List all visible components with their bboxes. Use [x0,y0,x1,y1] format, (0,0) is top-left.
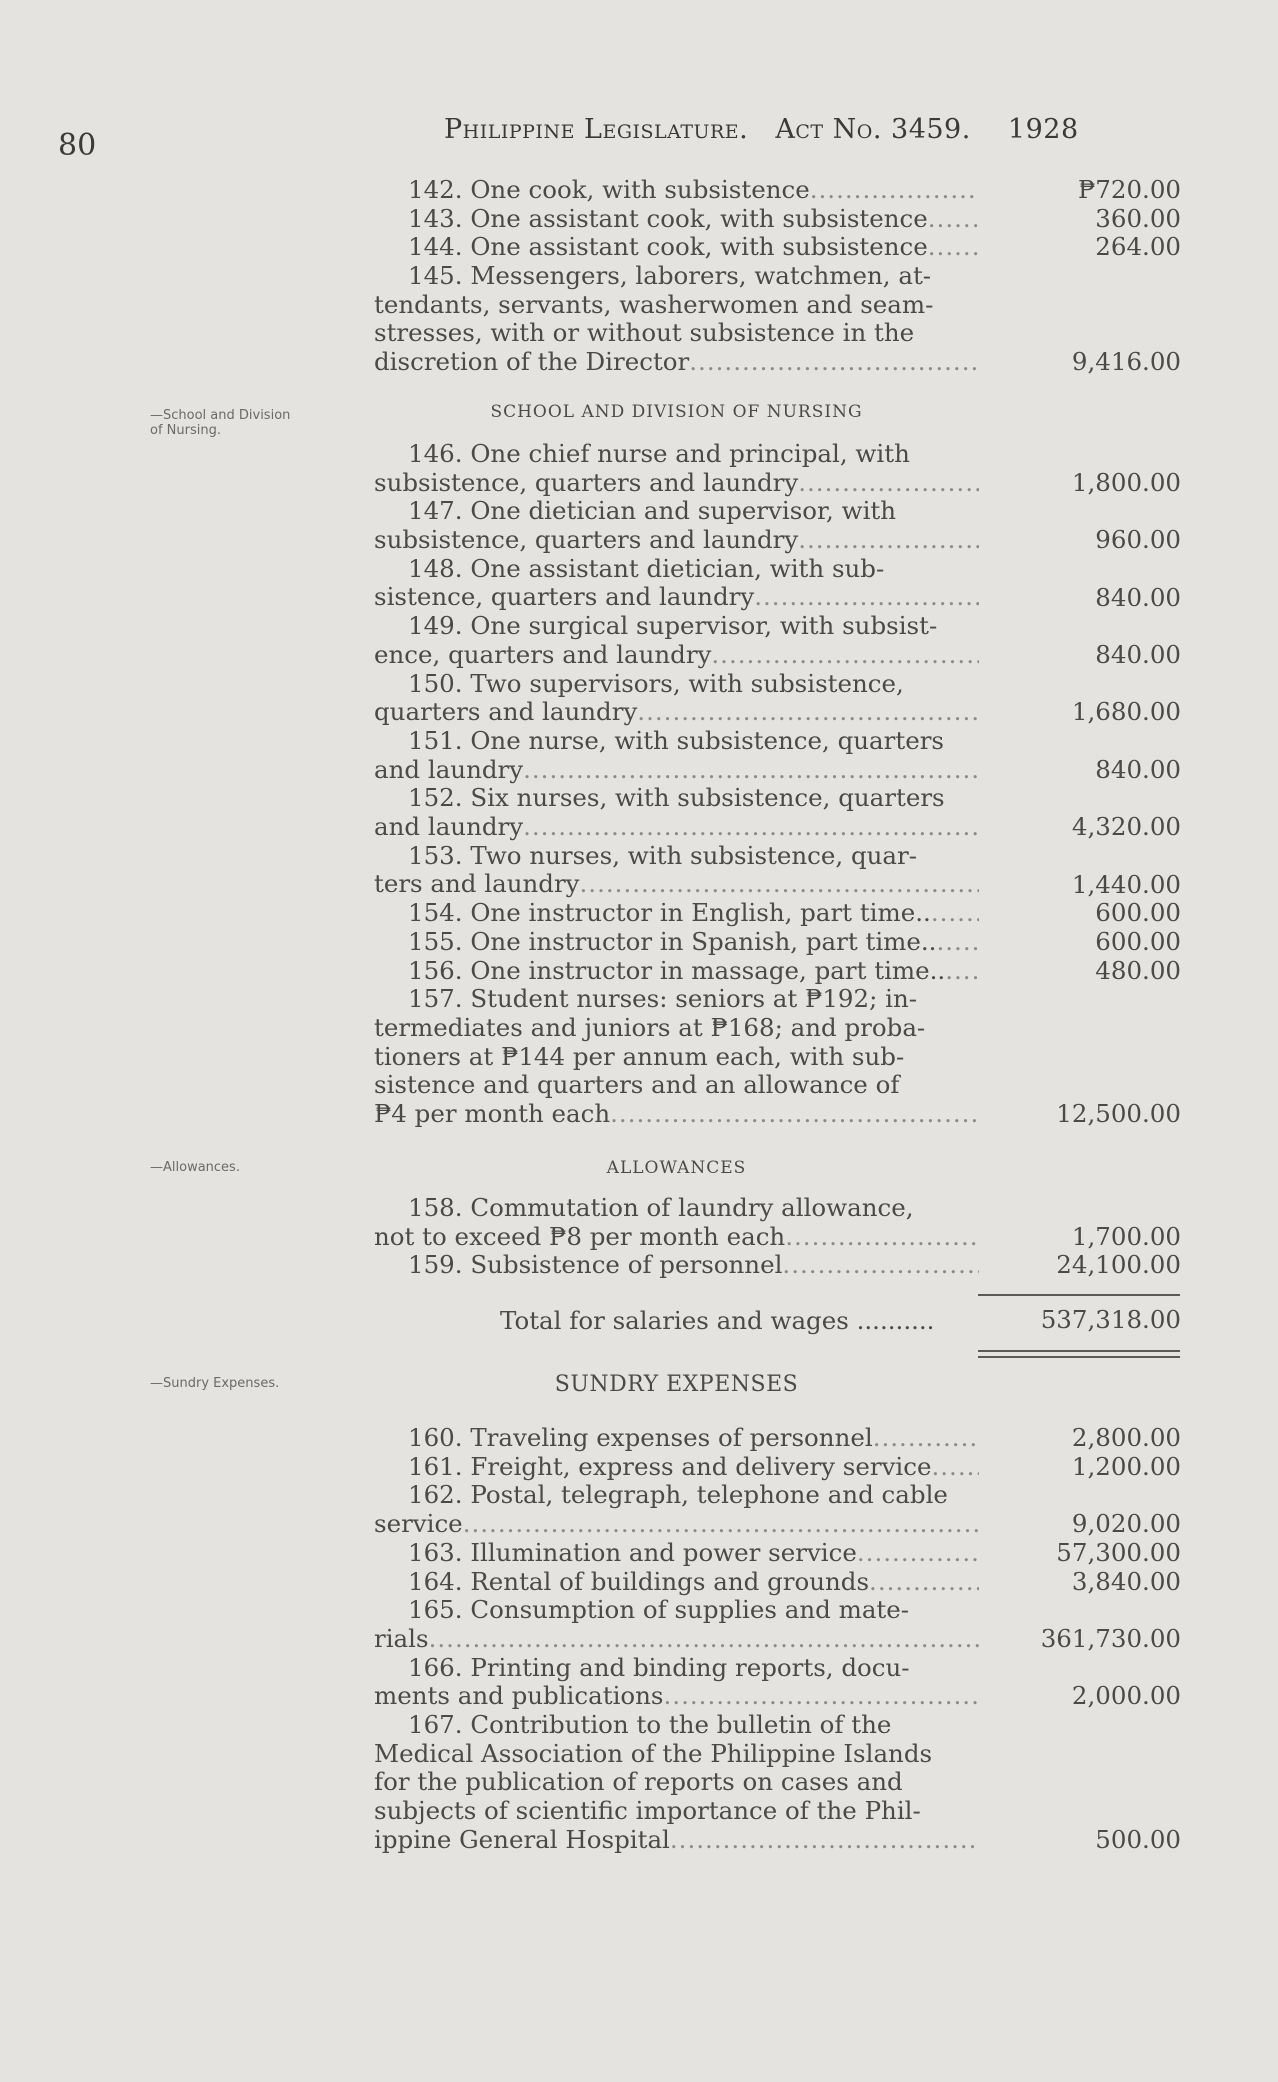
item-text: 142. One cook, with subsistence [408,176,810,204]
item-text-line: 153. Two nurses, with subsistence, quar- [408,841,918,870]
item-amount: 57,300.00 [1056,1537,1181,1567]
leader-dots [463,1510,979,1539]
item-amount: 1,800.00 [1071,467,1181,497]
leader-dots [936,928,979,957]
total-label: Total for salaries and wages .......... [500,1306,935,1335]
leader-dots [798,469,979,498]
line-item [374,899,979,928]
item-text-line: tioners at ₱144 per annum each, with sub- [374,1042,905,1071]
line-item [374,1568,979,1597]
item-text-line: Medical Association of the Philippine Islands [374,1739,933,1768]
item-amount: 9,020.00 [1071,1509,1181,1539]
item-text-line [374,1100,979,1129]
item-text-line: tendants, servants, washerwomen and seam- [374,290,934,319]
item-text-line [374,233,979,262]
line-item [374,670,979,727]
item-text: ippine General Hospital [374,1825,670,1854]
item-amount: ₱720.00 [1077,175,1181,204]
item-text-line [374,583,979,612]
item-text-line [374,1223,979,1252]
leader-dots [670,1826,979,1855]
leader-dots [580,870,979,899]
line-item [374,1596,979,1653]
line-item [374,1194,979,1251]
total-rule [978,1294,1180,1296]
line-item [374,262,979,377]
item-text-line [374,1251,979,1280]
leader-dots [928,233,979,262]
item-text-line: stresses, with or without subsistence in the [374,319,915,348]
item-amount: 600.00 [1095,898,1181,928]
item-text: ters and laundry [374,870,580,899]
leader-dots [429,1625,979,1654]
running-head [444,114,1079,145]
item-text: 154. One instructor in English, part time.. [408,899,931,928]
item-text: discretion of the Director [374,348,690,377]
margin-note-line: of Nursing. [150,423,221,438]
item-amount: 24,100.00 [1056,1250,1181,1280]
item-text: ence, quarters and laundry [374,640,712,669]
section-heading: SCHOOL AND DIVISION OF NURSING [490,402,863,422]
leader-dots [798,526,979,555]
line-item [374,727,979,784]
margin-note [150,408,290,438]
item-amount: 1,200.00 [1071,1451,1181,1481]
item-text-line [374,1453,979,1482]
item-text-line [374,928,979,957]
line-item [374,842,979,899]
item-amount: 2,000.00 [1071,1681,1181,1711]
line-item [374,497,979,554]
line-item [374,1711,979,1854]
item-text-line [374,205,979,234]
item-text-line [374,1682,979,1711]
line-item [374,784,979,841]
margin-note-line: —School and Division [150,408,291,423]
item-amount: 840.00 [1095,582,1181,612]
item-text: 163. Illumination and power service [408,1538,857,1567]
running-title: Philippine Legislature. [444,114,749,145]
item-text: 155. One instructor in Spanish, part time.. [408,927,937,956]
item-amount: 960.00 [1095,525,1181,555]
item-text-line [374,526,979,555]
line-item [374,233,979,262]
item-text-line: 145. Messengers, laborers, watchmen, at- [408,262,932,291]
item-text-line: 151. One nurse, with subsistence, quarters [408,727,944,755]
item-text-line: termediates and juniors at ₱168; and proba- [374,1013,926,1042]
item-text-line: 148. One assistant dietician, with sub- [408,554,885,583]
item-text-line [374,1424,979,1453]
act-number: Act No. 3459. [775,114,971,145]
item-text: and laundry [374,813,524,842]
margin-note [150,1160,240,1175]
line-item [374,205,979,234]
leader-dots [785,1223,979,1252]
section-heading: SUNDRY EXPENSES [554,1372,799,1397]
line-item [374,555,979,612]
item-text-line [374,957,979,986]
line-item [374,1481,979,1538]
item-text: 143. One assistant cook, with subsistence [408,204,928,233]
item-amount: 4,320.00 [1071,812,1181,842]
item-text-line: 149. One surgical supervisor, with subsist- [408,612,938,641]
item-text: 159. Subsistence of personnel [408,1251,783,1280]
item-amount: 2,800.00 [1071,1423,1181,1452]
leader-dots [637,698,979,727]
line-item [374,1654,979,1711]
item-text-line [374,698,979,727]
leader-dots [869,1568,979,1597]
leader-dots [689,348,979,377]
item-text-line: 150. Two supervisors, with subsistence, [408,669,904,698]
margin-note [150,1376,279,1391]
line-item [374,612,979,669]
leader-dots [928,205,979,234]
item-text-line [374,348,979,377]
line-item [374,928,979,957]
total-amount: 537,318.00 [1040,1305,1181,1334]
item-text-line: 166. Printing and binding reports, docu- [408,1653,910,1682]
line-item [374,985,979,1128]
item-text-line [374,1539,979,1568]
leader-dots [711,641,979,670]
line-item [374,1453,979,1482]
leader-dots [931,899,979,928]
item-text: ments and publications [374,1682,664,1711]
leader-dots [945,957,979,986]
item-amount: 360.00 [1095,203,1181,233]
leader-dots [610,1100,979,1129]
leader-dots [782,1251,979,1280]
item-text-line [374,176,979,205]
item-text-line [374,641,979,670]
item-text-line [374,756,979,785]
item-text-line: 146. One chief nurse and principal, with [408,440,910,468]
item-amount: 500.00 [1095,1824,1181,1854]
item-text-line [374,899,979,928]
item-amount: 840.00 [1095,754,1181,784]
item-amount: 1,680.00 [1071,697,1181,727]
item-text-line: subjects of scientific importance of the Phil- [374,1797,921,1826]
item-text: rials [374,1624,429,1653]
item-text: subsistence, quarters and laundry [374,526,799,555]
item-text-line [374,1568,979,1597]
item-text: 160. Traveling expenses of personnel [408,1424,873,1452]
item-amount: 1,440.00 [1071,869,1181,899]
item-text: subsistence, quarters and laundry [374,468,799,497]
item-text-line: 147. One dietician and supervisor, with [408,497,897,526]
item-amount: 9,416.00 [1071,347,1181,377]
item-amount: 12,500.00 [1056,1099,1181,1129]
line-item [374,957,979,986]
item-amount: 1,700.00 [1071,1221,1181,1251]
item-text-line [374,1510,979,1539]
item-text: 156. One instructor in massage, part time.. [408,956,946,985]
line-item [374,176,979,205]
page-number: 80 [58,128,97,163]
item-text: 164. Rental of buildings and grounds [408,1567,870,1596]
item-text: ₱4 per month each [374,1100,611,1129]
item-text: not to exceed ₱8 per month each [374,1222,786,1251]
leader-dots [873,1424,979,1453]
line-item [374,440,979,497]
item-amount: 480.00 [1095,955,1181,985]
line-item [374,1424,979,1453]
leader-dots [664,1682,979,1711]
double-rule [978,1350,1180,1352]
leader-dots [810,176,979,205]
item-text-line: 167. Contribution to the bulletin of the [408,1711,892,1739]
item-text-line [374,469,979,498]
item-text-line: 158. Commutation of laundry allowance, [408,1194,914,1222]
item-text-line: 162. Postal, telegraph, telephone and cable [408,1481,948,1510]
item-amount: 840.00 [1095,639,1181,669]
item-text-line: 165. Consumption of supplies and mate- [408,1596,910,1625]
leader-dots [754,583,979,612]
item-text-line [374,870,979,899]
item-text-line: sistence and quarters and an allowance of [374,1071,900,1100]
item-text-line [374,813,979,842]
item-text: 144. One assistant cook, with subsistence [408,233,928,262]
item-text: and laundry [374,755,524,784]
item-amount: 361,730.00 [1040,1623,1181,1653]
leader-dots [857,1539,979,1568]
item-text: sistence, quarters and laundry [374,583,755,612]
year: 1928 [1007,114,1079,145]
leader-dots [523,813,979,842]
item-amount: 3,840.00 [1071,1566,1181,1596]
double-rule [978,1356,1180,1358]
item-text-line [374,1625,979,1654]
item-text-line: for the publication of reports on cases and [374,1768,903,1797]
item-text-line: 157. Student nurses: seniors at ₱192; in- [408,985,918,1014]
line-item [374,1539,979,1568]
leader-dots [931,1453,979,1482]
item-text-line [374,1826,979,1855]
leader-dots [523,756,979,785]
item-amount: 600.00 [1095,926,1181,956]
item-text: quarters and laundry [374,698,638,727]
margin-note-line: —Sundry Expenses. [150,1376,280,1391]
item-text-line: 152. Six nurses, with subsistence, quarters [408,784,945,813]
section-heading: ALLOWANCES [606,1158,747,1178]
line-item [374,1251,979,1280]
item-amount: 264.00 [1095,232,1181,262]
item-text: 161. Freight, express and delivery service [408,1452,932,1481]
margin-note-line: —Allowances. [150,1160,240,1175]
item-text: service [374,1510,463,1539]
